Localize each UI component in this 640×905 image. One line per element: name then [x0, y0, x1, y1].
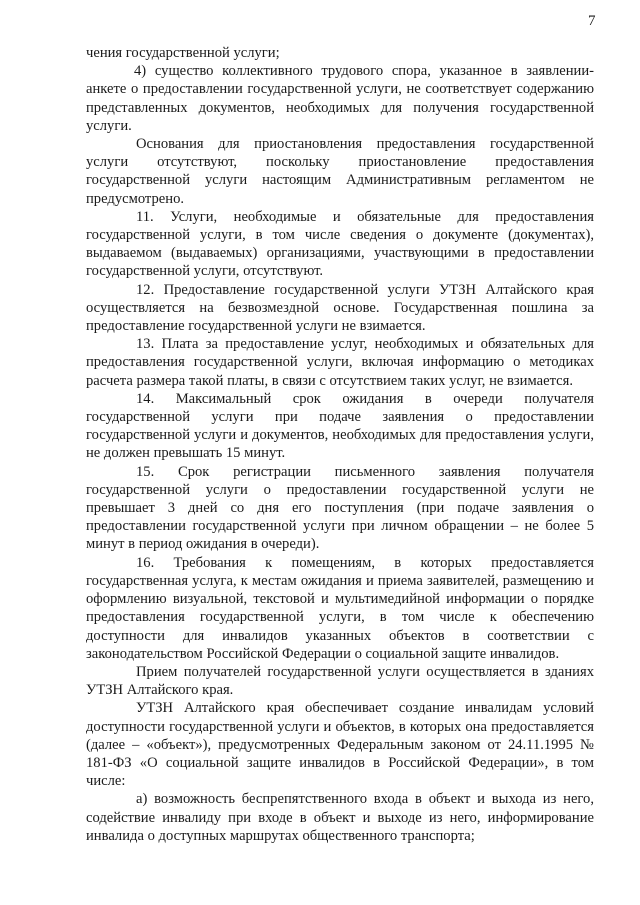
- paragraph-14: 14. Максимальный срок ожидания в очереди получателя государственной услуги при подаче заявления о предоставлении государственной услуги и документов, необходимых для предоставления услуги, не должен превышать 15 минут.: [86, 390, 594, 462]
- paragraph-item-4: 4) существо коллективного трудового спора, указанное в заявлении-анкете о предоставлении государственной услуги, не соответствует содержанию представленных документов, необходимых для получения государственной услуги.: [86, 63, 594, 134]
- paragraph-15: 15. Срок регистрации письменного заявления получателя государственной услуги о предоставлении государственной услуги не превышает 3 дней со дня его поступления (при подаче заявления о предоставлении государственной услуги при личном обращении – не более 5 минут в период ожидания в очереди).: [86, 463, 594, 553]
- paragraph-item-a: а) возможность беспрепятственного входа в объект и выхода из него, содействие инвалиду при входе в объект и выходе из него, информирование инвалида о доступных маршрутах общественного транспорта;: [86, 791, 594, 844]
- paragraph-reception: Прием получателей государственной услуги осуществляется в зданиях УТЗН Алтайского края.: [86, 663, 594, 699]
- paragraph-11: 11. Услуги, необходимые и обязательные для предоставления государственной услуги, в том числе сведения о документе (документах), выдаваемом (выдаваемых) организациями, участвующими в предоставлении государственной услуги, отсутствуют.: [86, 208, 594, 280]
- paragraph-continuation: чения государственной услуги;: [86, 45, 280, 61]
- page-number: 7: [588, 13, 596, 29]
- paragraph-accessibility: УТЗН Алтайского края обеспечивает создание инвалидам условий доступности государственной услуги и объектов, в которых она предоставляется (далее – «объект»), предусмотренных Федеральным законом от 24.11.1995 № 181-ФЗ «О социальной защите инвалидов в Российской Федерации», в том числе:: [86, 700, 594, 790]
- document-body: [86, 44, 594, 845]
- paragraph-12: 12. Предоставление государственной услуги УТЗН Алтайского края осуществляется на безвозмездной основе. Государственная пошлина за предоставление государственной услуги не взимается.: [86, 281, 594, 335]
- paragraph-16: 16. Требования к помещениям, в которых предоставляется государственная услуга, к местам ожидания и приема заявителей, размещению и оформлению визуальной, текстовой и мультимедийной информации о порядке предоставления государственной услуги, в том числе к обеспечению доступности для инвалидов указанных объектов в соответствии с законодательством Российской Федерации о социальной защите инвалидов.: [86, 554, 594, 662]
- paragraph-suspension-grounds: Основания для приостановления предоставления государственной услуги отсутствуют, поскольку приостановление предоставления государственной услуги настоящим Административным регламентом не предусмотрено.: [86, 136, 594, 207]
- paragraph-13: 13. Плата за предоставление услуг, необходимых и обязательных для предоставления государственной услуги, включая информацию о методиках расчета размера такой платы, в связи с отсутствием таких услуг, не взимается.: [86, 336, 594, 389]
